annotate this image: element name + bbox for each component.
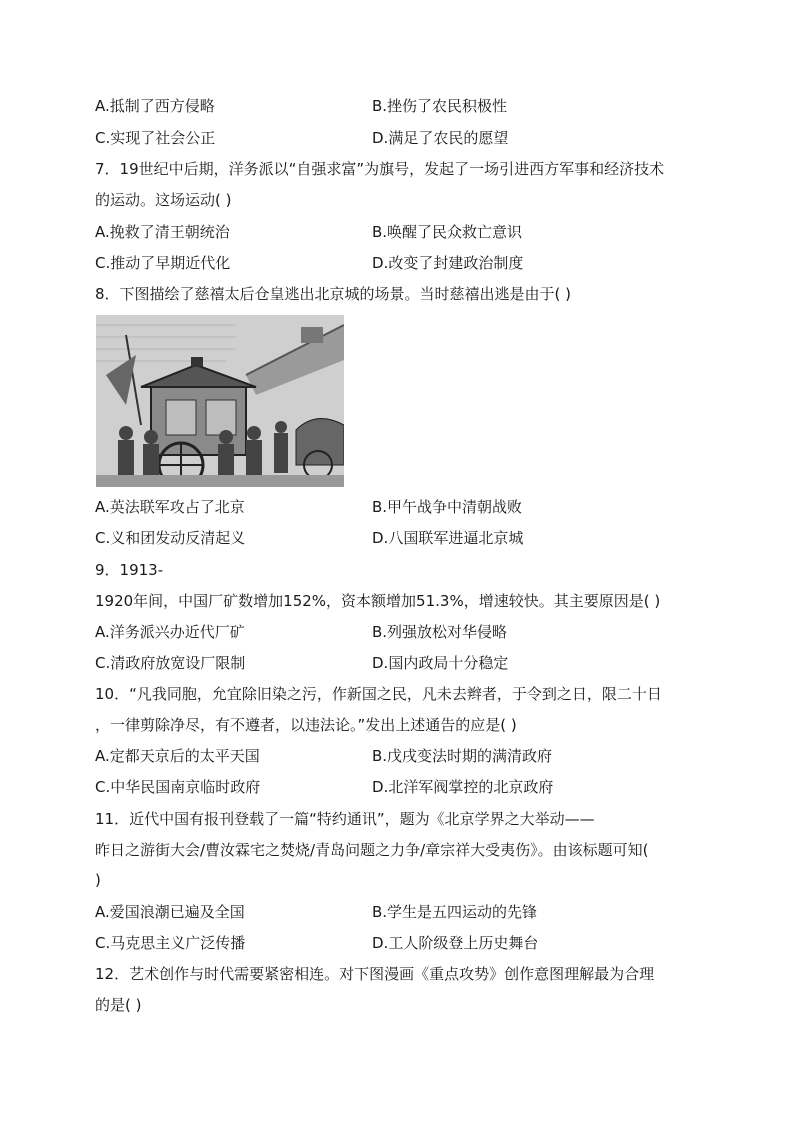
q8-option-a[interactable]: A.英法联军攻占了北京 xyxy=(95,498,245,516)
q7-stem-line-1: 7．19世纪中后期，洋务派以“自强求富”为旗号，发起了一场引进西方军事和经济技术 xyxy=(95,160,665,178)
q8-stem-line-1: 8．下图描绘了慈禧太后仓皇逃出北京城的场景。当时慈禧出逃是由于( ) xyxy=(95,285,572,303)
q9-option-d[interactable]: D.国内政局十分稳定 xyxy=(372,654,509,672)
q10-option-d[interactable]: D.北洋军阀掌控的北京政府 xyxy=(372,778,554,796)
q11-stem-line-1: 11．近代中国有报刊登载了一篇“特约通讯”，题为《北京学界之大举动—— xyxy=(95,810,595,828)
q7-option-d[interactable]: D.改变了封建政治制度 xyxy=(372,254,524,272)
q9-stem-line-1: 9．1913- xyxy=(95,561,164,579)
q7-option-c[interactable]: C.推动了早期近代化 xyxy=(95,254,231,272)
q9-option-c[interactable]: C.清政府放宽设厂限制 xyxy=(95,654,246,672)
q10-option-c[interactable]: C.中华民国南京临时政府 xyxy=(95,778,261,796)
q10-stem-line-1: 10．“凡我同胞，允宜除旧染之污，作新国之民，凡未去辫者，于令到之日，限二十日 xyxy=(95,685,662,703)
q8-option-b[interactable]: B.甲午战争中清朝战败 xyxy=(372,498,523,516)
q7-option-a[interactable]: A.挽救了清王朝统治 xyxy=(95,223,230,241)
q7-stem-line-2: 的运动。这场运动( ) xyxy=(95,191,232,209)
q10-option-a[interactable]: A.定都天京后的太平天国 xyxy=(95,747,260,765)
q7-option-b[interactable]: B.唤醒了民众救亡意识 xyxy=(372,223,523,241)
q6-option-a[interactable]: A.抵制了西方侵略 xyxy=(95,97,215,115)
q6-option-d[interactable]: D.满足了农民的愿望 xyxy=(372,129,509,147)
q11-stem-line-3: ) xyxy=(95,871,101,889)
q9-stem-line-2: 1920年间，中国厂矿数增加152%，资本额增加51.3%，增速较快。其主要原因是( ) xyxy=(95,592,661,610)
q6-option-c[interactable]: C.实现了社会公正 xyxy=(95,129,216,147)
q11-stem-line-2: 昨日之游街大会/曹汝霖宅之焚烧/青岛问题之力争/章宗祥大受夷伤》。由该标题可知( xyxy=(95,841,649,859)
engraving-illustration xyxy=(96,315,344,487)
q12-stem-line-2: 的是( ) xyxy=(95,996,142,1014)
q9-option-b[interactable]: B.列强放松对华侵略 xyxy=(372,623,508,641)
q8-option-d[interactable]: D.八国联军进逼北京城 xyxy=(372,529,524,547)
q10-stem-line-2: ，一律剪除净尽，有不遵者，以违法论。”发出上述通告的应是( ) xyxy=(95,716,517,734)
q11-option-a[interactable]: A.爱国浪潮已遍及全国 xyxy=(95,903,245,921)
q8-illustration-cixi-flight xyxy=(96,315,344,487)
q11-option-d[interactable]: D.工人阶级登上历史舞台 xyxy=(372,934,539,952)
q6-option-b[interactable]: B.挫伤了农民积极性 xyxy=(372,97,508,115)
q12-stem-line-1: 12．艺术创作与时代需要紧密相连。对下图漫画《重点攻势》创作意图理解最为合理 xyxy=(95,965,655,983)
q9-option-a[interactable]: A.洋务派兴办近代厂矿 xyxy=(95,623,245,641)
q8-option-c[interactable]: C.义和团发动反清起义 xyxy=(95,529,246,547)
q11-option-c[interactable]: C.马克思主义广泛传播 xyxy=(95,934,246,952)
q10-option-b[interactable]: B.戊戌变法时期的满清政府 xyxy=(372,747,553,765)
q11-option-b[interactable]: B.学生是五四运动的先锋 xyxy=(372,903,538,921)
